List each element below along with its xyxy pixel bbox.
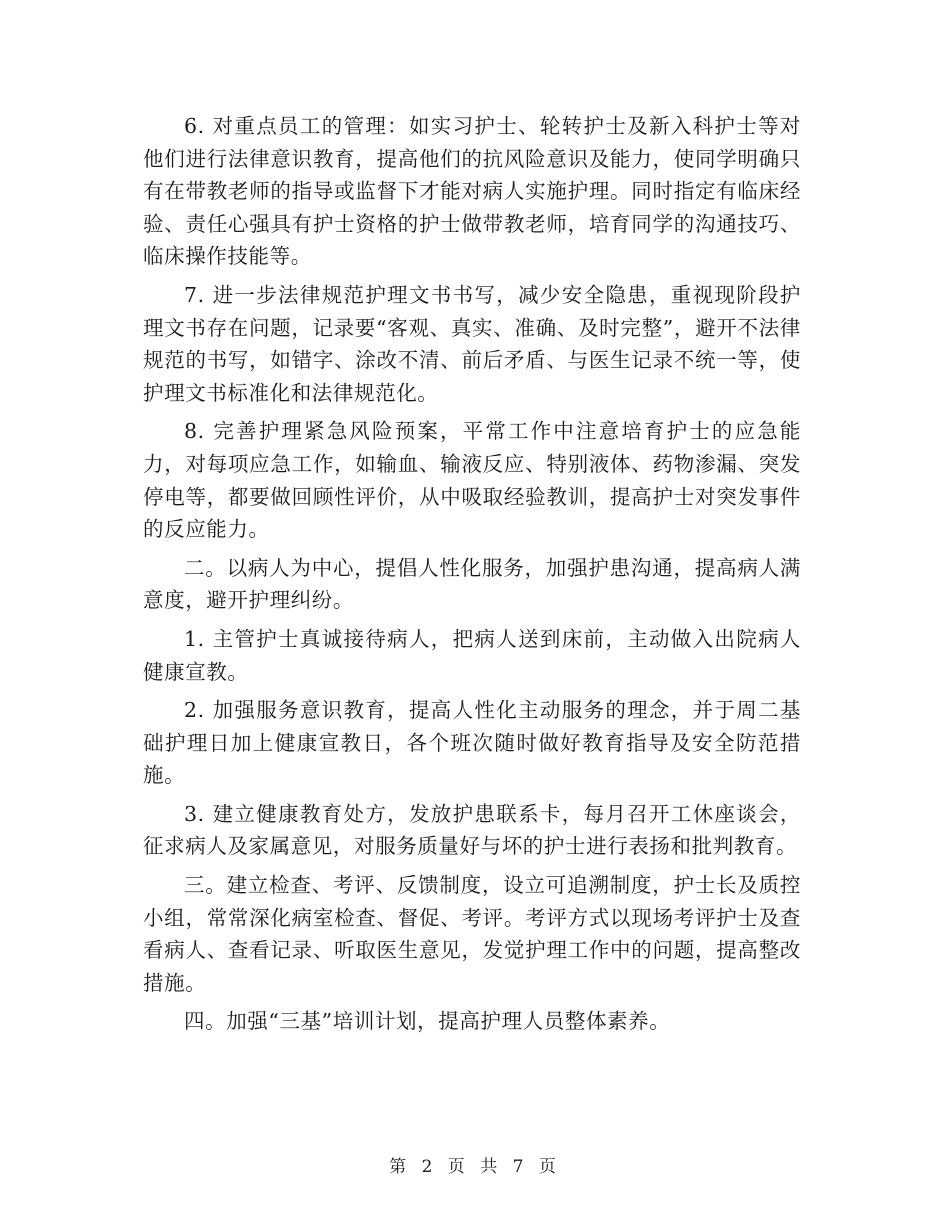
section-heading-3: 三。建立检查、考评、反馈制度，设立可追溯制度，护士长及质控小组，常常深化病室检查、督促、考评。考评方式以现场考评护士及查看病人、查看记录、听取医生意见，发觉护理工作中的问题，提高整改措施。 xyxy=(143,873,801,995)
paragraph-item-6: 6. 对重点员工的管理：如实习护士、轮转护士及新入科护士等对他们进行法律意识教育，提高他们的抗风险意识及能力，使同学明确只有在带教老师的指导或监督下才能对病人实施护理。同时指定有临床经验、责任心强具有护士资格的护士做带教老师，培育同学的沟通技巧、临床操作技能等。 xyxy=(143,114,801,269)
paragraph-item-7: 7. 进一步法律规范护理文书书写，减少安全隐患，重视现阶段护理文书存在问题，记录要“客观、真实、准确、及时完整”，避开不法律规范的书写，如错字、涂改不清、前后矛盾、与医生记录不统一等，使护理文书标准化和法律规范化。 xyxy=(143,282,801,405)
paragraph-item-2-1: 1. 主管护士真诚接待病人，把病人送到床前，主动做入出院病人健康宣教。 xyxy=(143,626,801,684)
paragraph-item-8: 8. 完善护理紧急风险预案，平常工作中注意培育护士的应急能力，对每项应急工作，如输血、输液反应、特别液体、药物渗漏、突发停电等，都要做回顾性评价，从中吸取经验教训，提高护士对突发事件的反应能力。 xyxy=(143,419,801,542)
section-heading-4: 四。加强“三基”培训计划，提高护理人员整体素养。 xyxy=(184,1009,671,1034)
paragraph-item-2-3: 3. 建立健康教育处方，发放护患联系卡，每月召开工休座谈会，征求病人及家属意见，对服务质量好与坏的护士进行表扬和批判教育。 xyxy=(143,801,801,859)
section-heading-2: 二。以病人为中心，提倡人性化服务，加强护患沟通，提高病人满意度，避开护理纠纷。 xyxy=(143,555,801,613)
document-body xyxy=(143,110,801,1044)
page-number-footer: 第 2 页 共 7 页 xyxy=(389,1157,561,1177)
paragraph-item-2-2: 2. 加强服务意识教育，提高人性化主动服务的理念，并于周二基础护理日加上健康宣教日，各个班次随时做好教育指导及安全防范措施。 xyxy=(143,698,801,788)
